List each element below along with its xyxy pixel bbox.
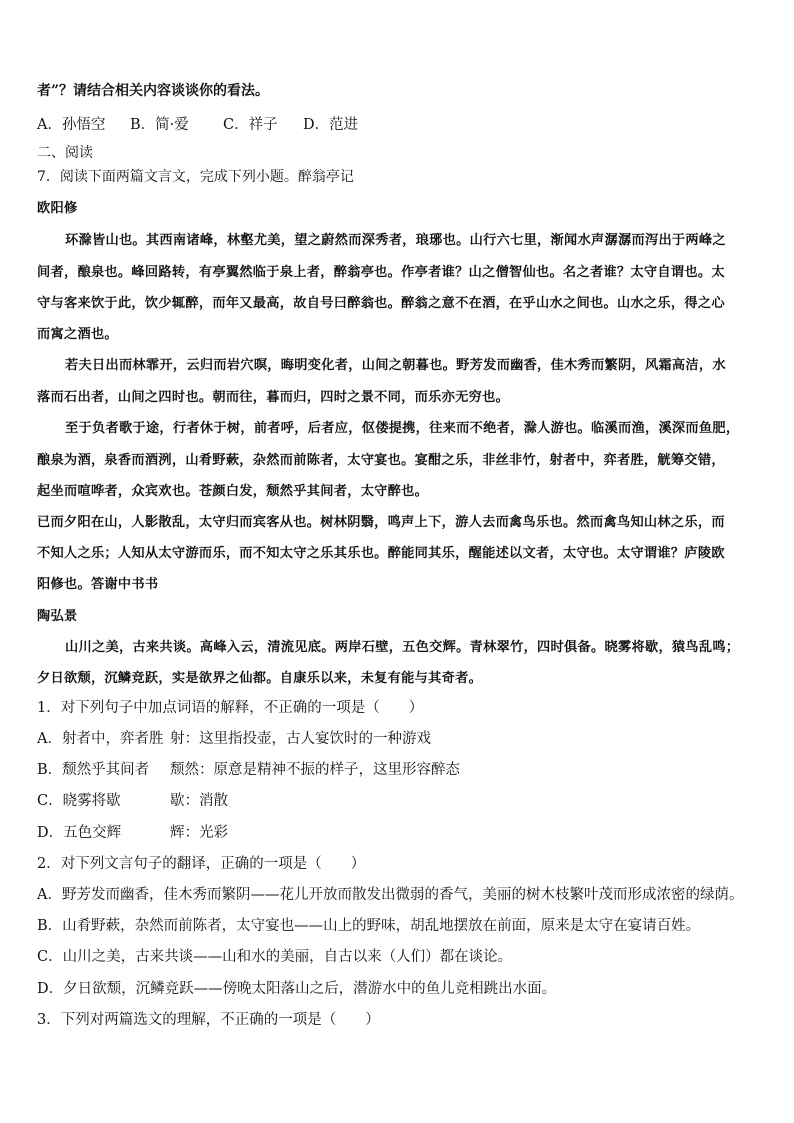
q1-option-a-def: 射：这里指投壶，古人宴饮时的一种游戏 bbox=[170, 731, 431, 747]
q1-option-a-term: A．射者中，弈者胜 bbox=[37, 731, 164, 747]
text1-line-7: 至于负者歌于途，行者休于树，前者呼，后者应，伛偻提携，往来而不绝者，滁人游也。临溪而渔，溪深而鱼肥， bbox=[65, 421, 740, 436]
q2-option-a: A．野芳发而幽香，佳木秀而繁阴——花儿开放而散发出微弱的香气，美丽的树木枝繁叶茂而形成浓密的绿荫。 bbox=[37, 887, 744, 903]
text1-line-6: 落而石出者，山间之四时也。朝而往，暮而归，四时之景不同，而乐亦无穷也。 bbox=[37, 390, 510, 405]
q1-option-d bbox=[37, 824, 228, 842]
text1-author: 欧阳修 bbox=[37, 201, 78, 216]
q2-option-d: D．夕日欲颓，沉鳞竞跃——傍晚太阳落山之后，潜游水中的鱼儿竞相跳出水面。 bbox=[37, 981, 557, 997]
text1-line-2: 间者，酿泉也。峰回路转，有亭翼然临于泉上者，醉翁亭也。作亭者谁？山之僧智仙也。名之者谁？太守自谓也。太 bbox=[37, 265, 725, 280]
q2-option-b: B．山肴野蔌，杂然而前陈者，太守宴也——山上的野味，胡乱地摆放在前面，原来是太守在宴请百姓。 bbox=[37, 918, 701, 934]
q1-option-d-def: 辉：光彩 bbox=[170, 825, 228, 841]
text1-line-5: 若夫日出而林霏开，云归而岩穴暝，晦明变化者，山间之朝暮也。野芳发而幽香，佳木秀而繁阴，风霜高洁，水 bbox=[65, 358, 726, 373]
q1-option-c bbox=[37, 792, 228, 810]
option-b: B．简·爱 bbox=[130, 117, 189, 133]
text2-author: 陶弘景 bbox=[37, 609, 78, 624]
text1-line-10: 已而夕阳在山，人影散乱，太守归而宾客从也。树林阴翳，鸣声上下，游人去而禽鸟乐也。然而禽鸟知山林之乐，而 bbox=[37, 515, 725, 530]
q1-option-b bbox=[37, 761, 460, 779]
text1-line-3: 守与客来饮于此，饮少辄醉，而年又最高，故自号曰醉翁也。醉翁之意不在酒，在乎山水之间也。山水之乐，得之心 bbox=[37, 296, 725, 311]
text1-line-4: 而寓之酒也。 bbox=[37, 327, 118, 342]
text2-line-2: 夕日欲颓，沉鳞竞跃，实是欲界之仙都。自康乐以来，未复有能与其奇者。 bbox=[37, 671, 483, 686]
q3-stem: 3．下列对两篇选文的理解，不正确的一项是（ ） bbox=[37, 1012, 380, 1028]
intro-question-tail: 者”？请结合相关内容谈谈你的看法。 bbox=[37, 83, 270, 99]
q2-stem: 2．对下列文言句子的翻译，正确的一项是（ ） bbox=[37, 856, 366, 872]
text1-line-12: 阳修也。答谢中书书 bbox=[37, 577, 159, 592]
option-c: C．祥子 bbox=[223, 117, 278, 133]
text1-line-8: 酿泉为酒，泉香而酒洌，山肴野蔌，杂然而前陈者，太守宴也。宴酣之乐，非丝非竹，射者中，弈者胜，觥筹交错， bbox=[37, 453, 725, 468]
q1-option-c-term: C．晓雾将歇 bbox=[37, 793, 121, 809]
option-d: D．范进 bbox=[303, 117, 359, 133]
option-a: A．孙悟空 bbox=[37, 117, 106, 133]
intro-options bbox=[37, 116, 358, 134]
text1-line-1: 环滁皆山也。其西南诸峰，林壑尤美，望之蔚然而深秀者，琅琊也。山行六七里，渐闻水声潺潺而泻出于两峰之 bbox=[65, 233, 726, 248]
section-task: 7．阅读下面两篇文言文，完成下列小题。醉翁亭记 bbox=[37, 169, 354, 185]
q1-option-d-term: D．五色交辉 bbox=[37, 825, 122, 841]
text2-line-1: 山川之美，古来共谈。高峰入云，清流见底。两岸石壁，五色交辉。青林翠竹，四时俱备。晓雾将歇，猿鸟乱鸣； bbox=[65, 640, 740, 655]
q2-option-c: C．山川之美，古来共谈——山和水的美丽，自古以来（人们）都在谈论。 bbox=[37, 949, 513, 965]
text1-line-11: 不知人之乐；人知从太守游而乐，而不知太守之乐其乐也。醉能同其乐，醒能述以文者，太守也。太守谓谁？庐陵欧 bbox=[37, 546, 725, 561]
q1-option-c-def: 歇：消散 bbox=[170, 793, 228, 809]
text1-line-9: 起坐而喧哗者，众宾欢也。苍颜白发，颓然乎其间者，太守醉也。 bbox=[37, 484, 429, 499]
q1-option-a bbox=[37, 730, 431, 748]
section-heading: 二、阅读 bbox=[37, 145, 93, 161]
q1-stem: 1．对下列句子中加点词语的解释，不正确的一项是（ ） bbox=[37, 700, 424, 716]
q1-option-b-term: B．颓然乎其间者 bbox=[37, 762, 150, 778]
q1-option-b-def: 颓然：原意是精神不振的样子，这里形容醉态 bbox=[170, 762, 460, 778]
